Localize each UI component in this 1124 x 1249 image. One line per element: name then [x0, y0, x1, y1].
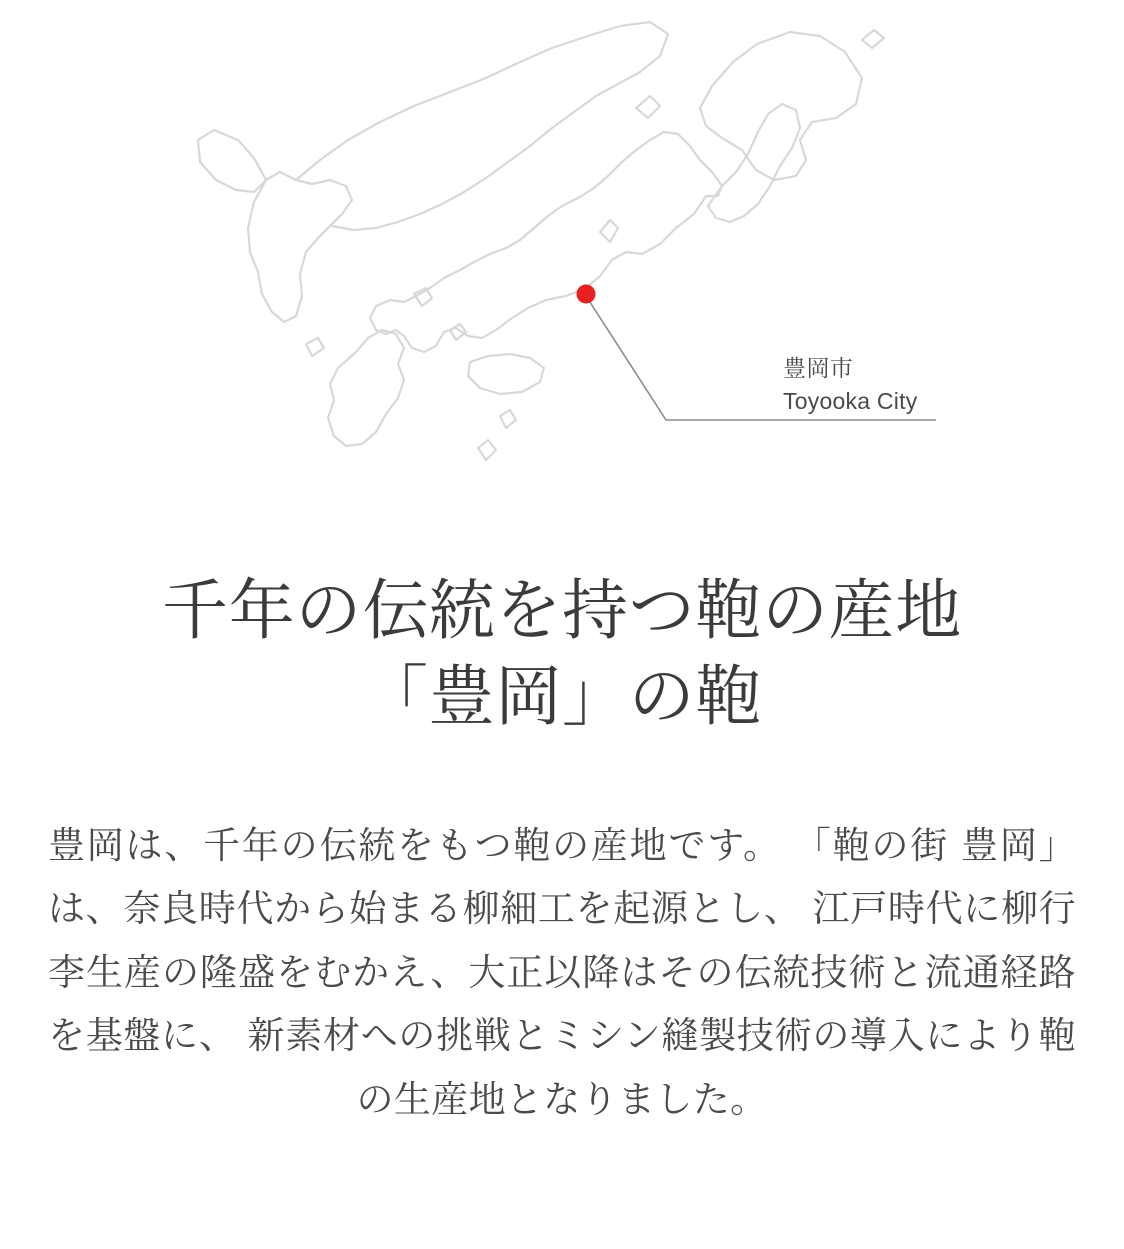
- page-title-line-2: 「豊岡」の鞄: [362, 658, 762, 733]
- page-title-line-1: 千年の伝統を持つ鞄の産地: [162, 573, 962, 647]
- japan-map-block: [0, 0, 1124, 540]
- japan-map-icon: [0, 0, 1124, 540]
- location-marker-icon: [577, 285, 596, 304]
- page-title: [0, 540, 1124, 740]
- map-callout-label: [783, 352, 1083, 419]
- callout-label-jp: 豊岡市: [783, 355, 854, 381]
- callout-label-en: Toyooka City: [783, 388, 918, 415]
- body-paragraph: 豊岡は、千年の伝統をもつ鞄の産地です。 「鞄の街 豊岡」は、奈良時代から始まる柳細工を起源とし、 江戸時代に柳行李生産の隆盛をむかえ、大正以降はその伝統技術と流通経路を基盤に、 新素材への挑戦とミシン縫製技術の導入により鞄の生産地となりました。: [48, 824, 1076, 1121]
